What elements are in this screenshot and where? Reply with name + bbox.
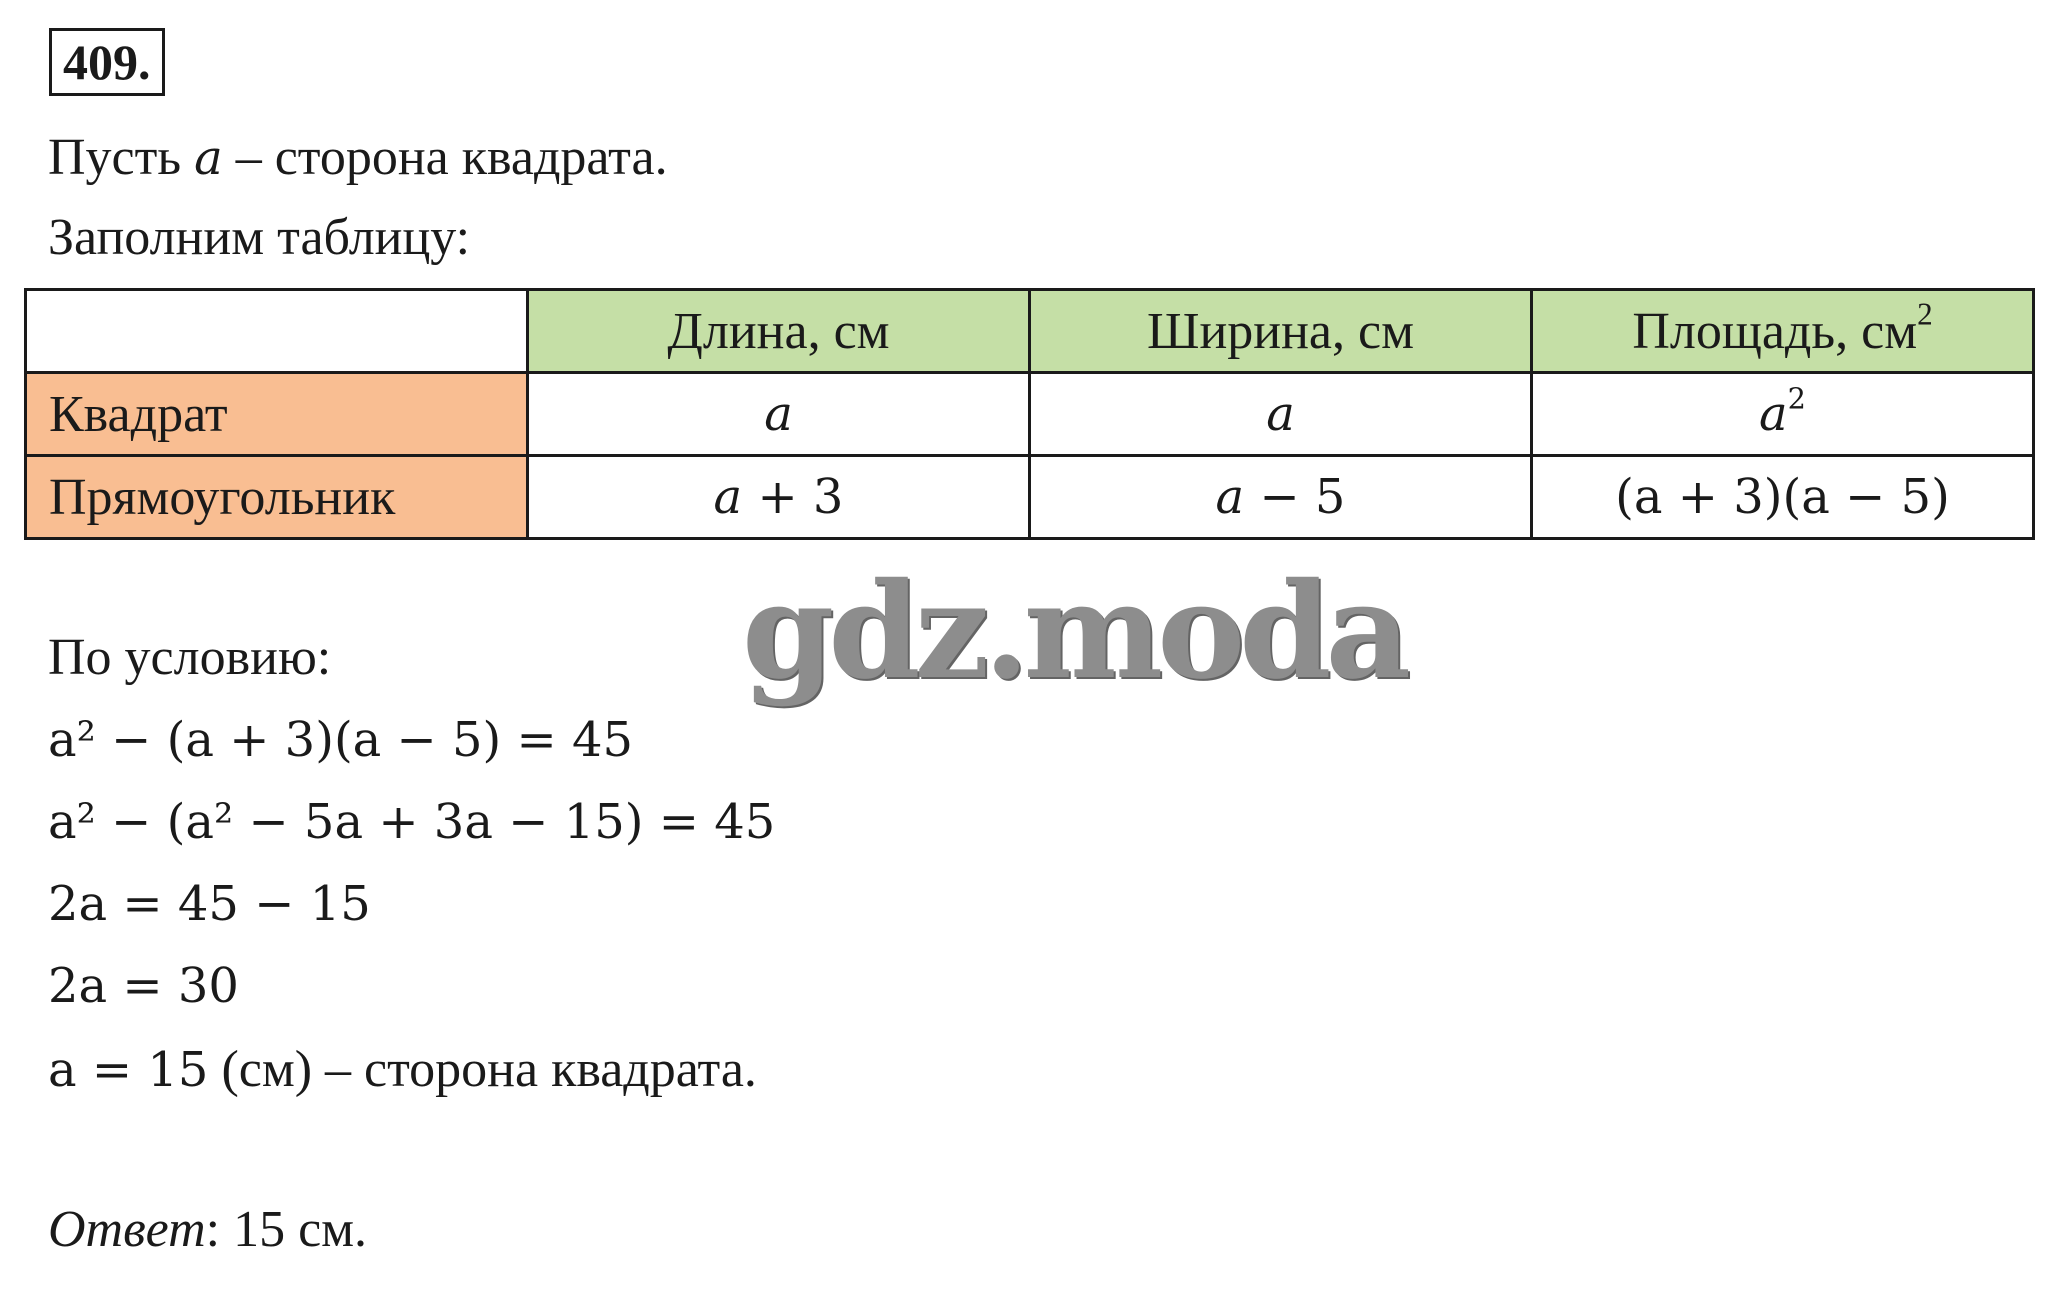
watermark: gdz.moda — [742, 554, 1406, 709]
condition-line: По условию: — [48, 629, 332, 686]
let-suffix: – сторона квадрата. — [235, 129, 668, 186]
header-area — [1532, 290, 2034, 373]
intro-line — [48, 128, 668, 187]
result-equation: a = 15 — [48, 1042, 209, 1098]
variable-a: a — [194, 130, 223, 186]
data-table — [24, 288, 2035, 540]
header-empty — [26, 290, 528, 373]
rectangle-width-var: a — [1215, 469, 1245, 525]
square-width — [1030, 373, 1532, 456]
header-area-power: 2 — [1917, 296, 1933, 332]
table-row — [26, 373, 2034, 456]
row-label-rectangle: Прямоугольник — [26, 456, 528, 539]
rectangle-width — [1030, 456, 1532, 539]
answer-value: : 15 см. — [205, 1201, 368, 1258]
square-width-value: a — [1266, 386, 1295, 442]
header-width: Ширина, см — [1030, 290, 1532, 373]
problem-number: 409. — [49, 28, 165, 96]
equation-step-3: 2a = 45 − 15 — [48, 876, 371, 932]
equation-step-2: a² − (a² − 5a + 3a − 15) = 45 — [48, 794, 776, 850]
header-area-text: Площадь, см — [1632, 302, 1918, 360]
equation-step-1: a² − (a + 3)(a − 5) = 45 — [48, 712, 634, 768]
answer-line — [48, 1200, 367, 1259]
table-row — [26, 456, 2034, 539]
equation-step-4: 2a = 30 — [48, 958, 239, 1014]
square-area — [1532, 373, 2034, 456]
square-area-base: a — [1759, 386, 1788, 442]
rectangle-length — [528, 456, 1030, 539]
row-label-square: Квадрат — [26, 373, 528, 456]
rectangle-area: (a + 3)(a − 5) — [1532, 456, 2034, 539]
result-line — [48, 1040, 757, 1099]
fill-table-line: Заполним таблицу: — [48, 209, 471, 266]
square-area-power: 2 — [1787, 381, 1806, 416]
let-prefix: Пусть — [48, 129, 182, 186]
header-length: Длина, см — [528, 290, 1030, 373]
rectangle-width-rest: − 5 — [1259, 469, 1346, 525]
rectangle-length-var: a — [713, 469, 743, 525]
square-length-value: a — [764, 386, 793, 442]
answer-label: Ответ — [48, 1201, 206, 1258]
rectangle-length-rest: + 3 — [757, 469, 844, 525]
result-suffix: (см) – сторона квадрата. — [221, 1041, 757, 1098]
table-header-row — [26, 290, 2034, 373]
square-length — [528, 373, 1030, 456]
